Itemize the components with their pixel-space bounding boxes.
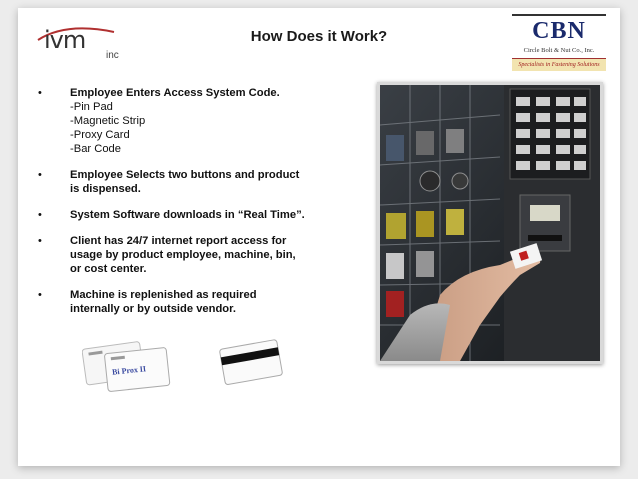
- bullet-subitem: -Proxy Card: [70, 129, 130, 141]
- bullet-text: internally or by outside vendor.: [70, 303, 236, 315]
- bullet-text: usage by product employee, machine, bin,: [70, 249, 296, 261]
- bullet-text: or cost center.: [70, 263, 147, 275]
- bullet-text: Employee Enters Access System Code.: [70, 87, 280, 99]
- bullet-marker: •: [38, 87, 42, 99]
- bullet-text: is dispensed.: [70, 183, 141, 195]
- bullet-text: Machine is replenished as required: [70, 289, 257, 301]
- ivm-logo-inc: inc: [106, 50, 119, 61]
- page-title: How Does it Work?: [250, 28, 388, 45]
- bullet-subitem: -Pin Pad: [70, 101, 113, 113]
- bullet-marker: •: [38, 169, 42, 181]
- bullet-subitem: -Magnetic Strip: [70, 115, 146, 127]
- bullet-text: Client has 24/7 internet report access for: [70, 235, 287, 247]
- cbn-logo: [512, 14, 606, 72]
- bullet-text: Employee Selects two buttons and product: [70, 169, 300, 181]
- bullet-item: [38, 168, 348, 196]
- magnetic-stripe-card-image: [216, 334, 288, 390]
- cbn-logo-tagline: Specialists in Fastening Solutions: [512, 58, 606, 71]
- cbn-logo-subtitle: Circle Bolt & Nut Co., Inc.: [523, 47, 595, 54]
- prox-card-label: Bi Prox II: [111, 364, 147, 377]
- bullet-item: [38, 208, 348, 222]
- bullet-item: [38, 86, 348, 156]
- bullet-text: System Software downloads in “Real Time”.: [70, 209, 305, 221]
- vending-machine-image: [380, 85, 600, 361]
- cbn-logo-rule: [512, 14, 606, 16]
- bullet-marker: •: [38, 209, 42, 221]
- cbn-logo-text: CBN: [532, 18, 586, 44]
- proximity-cards-image: [82, 334, 182, 394]
- bullet-list: [38, 86, 348, 328]
- bullet-item: [38, 288, 348, 316]
- bullet-marker: •: [38, 235, 42, 247]
- bullet-marker: •: [38, 289, 42, 301]
- bullet-item: [38, 234, 348, 276]
- slide: [18, 8, 620, 466]
- bullet-subitem: -Bar Code: [70, 143, 121, 155]
- vending-machine-photo: [377, 82, 603, 364]
- ivm-logo-text: ivm: [44, 26, 86, 54]
